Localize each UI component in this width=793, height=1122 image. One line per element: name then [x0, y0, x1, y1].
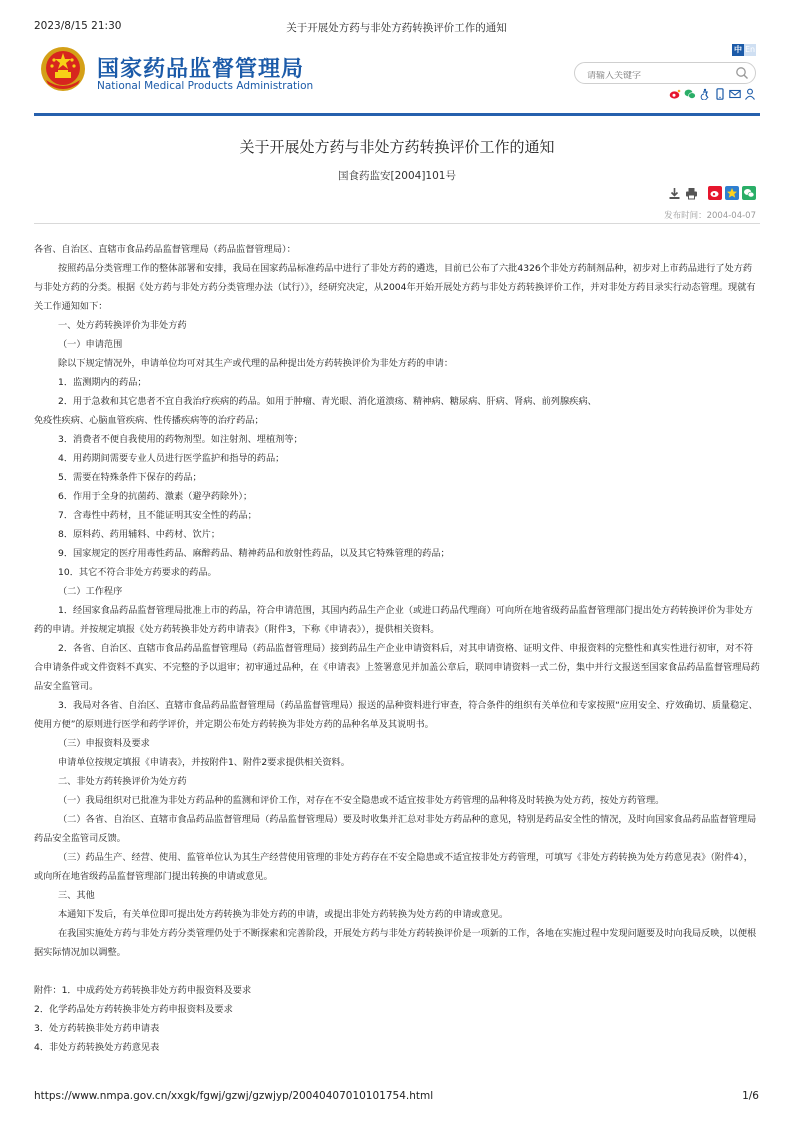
- paragraph: 2．各省、自治区、直辖市食品药品监督管理局（药品监督管理局）接到药品生产企业申请资料后，对其申请资格、证明文件、申报资料的完整性和真实性进行初审，对不符合申请条件或文件资料不真实、不完整的予以退审；初审通过品种，在《申请表》上签署意见并加盖公章后，联同申请资料一式二份，集中并行文报送至国家食品药品监督管理局药品安全监管司。: [34, 643, 760, 692]
- paragraph: 除以下规定情况外，申请单位均可对其生产或代理的品种提出处方药转换评价为非处方药的申请：: [58, 358, 454, 369]
- attachments-label: 附件：: [34, 985, 62, 996]
- paragraph: （二）工作程序: [58, 586, 123, 597]
- print-header: [34, 20, 759, 34]
- favorite-icon[interactable]: [725, 186, 739, 200]
- paragraph: 在我国实施处方药与非处方药分类管理仍处于不断探索和完善阶段，开展处方药与非处方药转换评价是一项新的工作，各地在实施过程中发现问题要及时向我局反映，以便根据实际情况加以调整。: [34, 928, 757, 958]
- paragraph: 5．需要在特殊条件下保存的药品；: [58, 472, 202, 483]
- weibo-icon[interactable]: [708, 186, 722, 200]
- paragraph: （三）药品生产、经营、使用、监管单位认为其生产经营使用管理的非处方药存在不安全隐患或不适宜按非处方药管理，可填写《非处方药转换为处方药意见表》（附件4），或向所在地省级药品监督管理部门提出转换的申请或意见。: [34, 852, 753, 882]
- lang-en-button[interactable]: En: [744, 45, 756, 54]
- attachment-item-1[interactable]: 1．中成药处方药转换非处方药申报资料及要求: [61, 985, 252, 996]
- quick-links: [669, 88, 756, 100]
- paragraph: （二）各省、自治区、直辖市食品药品监督管理局（药品监督管理局）要及时收集并汇总对非处方药品种的意见，特别是药品安全性的情况，及时向国家食品药品监督管理局药品安全监管司反馈。: [34, 814, 757, 844]
- paragraph: 免疫性疾病、心脑血管疾病、性传播疾病等的治疗药品；: [34, 415, 264, 426]
- print-icon[interactable]: [684, 186, 698, 200]
- mobile-icon[interactable]: [714, 88, 726, 100]
- mail-icon[interactable]: [729, 88, 741, 100]
- header-divider: [34, 113, 760, 116]
- search-box: [574, 62, 756, 84]
- paragraph: 8．原料药、药用辅料、中药材、饮片；: [58, 529, 221, 540]
- paragraph: 3．消费者不便自我使用的药物剂型。如注射剂、埋植剂等；: [58, 434, 303, 445]
- paragraph: 4．用药期间需要专业人员进行医学监护和指导的药品；: [58, 453, 285, 464]
- article-title: 关于开展处方药与非处方药转换评价工作的通知: [239, 138, 555, 156]
- download-icon[interactable]: [667, 186, 681, 200]
- paragraph: （一）我局组织对已批准为非处方药品种的监测和评价工作，对存在不安全隐患或不适宜按非处方药管理的品种将及时转换为处方药，按处方药管理。: [58, 795, 665, 806]
- accessibility-icon[interactable]: [699, 88, 711, 100]
- publish-label: 发布时间：: [664, 211, 707, 221]
- print-page-title: 关于开展处方药与非处方药转换评价工作的通知: [286, 22, 507, 34]
- site-name-en[interactable]: National Medical Products Administration: [97, 80, 314, 92]
- wechat-icon[interactable]: [742, 186, 756, 200]
- document-number: 国食药监安[2004]101号: [338, 170, 456, 182]
- paragraph: 6．作用于全身的抗菌药、激素（避孕药除外）；: [58, 491, 253, 502]
- attachment-list: [34, 981, 760, 1000]
- search-input[interactable]: [587, 71, 727, 81]
- paragraph: 三、其他: [58, 890, 95, 901]
- attachment-item-3[interactable]: 3．处方药转换非处方药申请表: [34, 1023, 160, 1034]
- paragraph: 申请单位按规定填报《申请表》，并按附件1、附件2要求提供相关资料。: [58, 757, 350, 768]
- article-body: [34, 240, 760, 1057]
- article-tools: [667, 186, 756, 200]
- national-emblem-icon[interactable]: [40, 46, 86, 92]
- paragraph: （三）申报资料及要求: [58, 738, 150, 749]
- print-url[interactable]: https://www.nmpa.gov.cn/xxgk/fgwj/gzwj/gzwjyp/20040407010101754.html: [34, 1090, 434, 1102]
- weibo-icon[interactable]: [669, 88, 681, 100]
- attachment-item-4[interactable]: 4．非处方药转换处方药意见表: [34, 1042, 160, 1053]
- paragraph: 按照药品分类管理工作的整体部署和安排，我局在国家药品标准药品中进行了非处方药的遴选，目前已公布了六批4326个非处方药制剂品种，初步对上市药品进行了处方药与非处方药的分类。根据《处方药与非处方药分类管理办法（试行）》，经研究决定，从2004年开始开展处方药与非处方药转换评价工作，并对非处方药目录实行动态管理。现就有关工作通知如下：: [34, 263, 756, 312]
- user-icon[interactable]: [744, 88, 756, 100]
- language-switch: [732, 44, 756, 56]
- paragraph: 一、处方药转换评价为非处方药: [58, 320, 187, 331]
- site-name-cn[interactable]: 国家药品监督管理局: [97, 57, 305, 82]
- paragraph: 3．我局对各省、自治区、直辖市食品药品监督管理局（药品监督管理局）报送的品种资料进行审查，符合条件的组织有关单位和专家按照“应用安全、疗效确切、质量稳定、使用方便”的原则进行医学和药学评价，并定期公布处方药转换为非处方药的品种名单及其说明书。: [34, 700, 758, 730]
- paragraph: 各省、自治区、直辖市食品药品监督管理局（药品监督管理局）：: [34, 244, 296, 255]
- paragraph: 本通知下发后，有关单位即可提出处方药转换为非处方药的申请，或提出非处方药转换为处方药的申请或意见。: [58, 909, 509, 920]
- paragraph: 10．其它不符合非处方药要求的药品。: [58, 567, 217, 578]
- publish-date: [664, 209, 756, 221]
- paragraph: （一）申请范围: [58, 339, 123, 350]
- paragraph: 1．经国家食品药品监督管理局批准上市的药品，符合申请范围，其国内药品生产企业（或进口药品代理商）可向所在地省级药品监督管理部门提出处方药转换评价为非处方药的申请。并按规定填报《处方药转换非处方药申请表》（附件3，下称《申请表》），提供相关资料。: [34, 605, 753, 635]
- paragraph: 二、非处方药转换评价为处方药: [58, 776, 187, 787]
- attachment-item-2[interactable]: 2．化学药品处方药转换非处方药申报资料及要求: [34, 1004, 233, 1015]
- paragraph: 7．含毒性中药材，且不能证明其安全性的药品；: [58, 510, 257, 521]
- publish-date-value: 2004-04-07: [706, 211, 756, 221]
- print-page-number: 1/6: [742, 1090, 759, 1102]
- paragraph: 2．用于急救和其它患者不宜自我治疗疾病的药品。如用于肿瘤、青光眼、消化道溃疡、精神病、糖尿病、肝病、肾病、前列腺疾病、: [58, 396, 597, 407]
- paragraph: 9．国家规定的医疗用毒性药品、麻醉药品、精神药品和放射性药品，以及其它特殊管理的药品；: [58, 548, 450, 559]
- lang-zh-button[interactable]: 中: [734, 45, 742, 54]
- search-icon[interactable]: [735, 66, 749, 80]
- article-divider: [34, 223, 760, 224]
- paragraph: 1．监测期内的药品；: [58, 377, 147, 388]
- wechat-icon[interactable]: [684, 88, 696, 100]
- site-header: [40, 42, 756, 108]
- paragraph-spacer: [34, 962, 760, 981]
- print-datetime: 2023/8/15 21:30: [34, 20, 122, 32]
